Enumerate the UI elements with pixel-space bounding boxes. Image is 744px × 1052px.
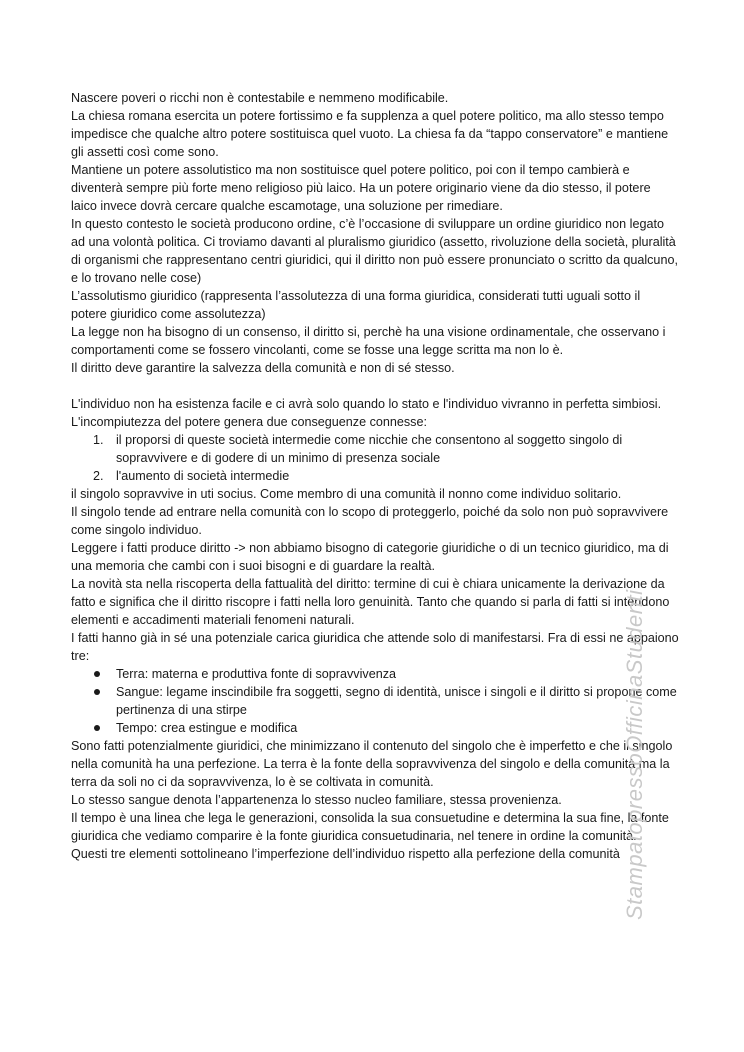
list-item [71, 683, 679, 719]
paragraph: Lo stesso sangue denota l’appartenenza lo stesso nucleo familiare, stessa provenienza. [71, 793, 562, 807]
list-item-text: il proporsi di queste società intermedie come nicchie che consentono al soggetto singolo di sopravvivere e di godere di un minimo di presenza sociale [116, 433, 623, 465]
bullet-list [71, 665, 679, 737]
paragraph: Il singolo tende ad entrare nella comunità con lo scopo di proteggerlo, poiché da solo non può sopravvivere come singolo individuo. [71, 505, 669, 537]
bullet-icon [94, 671, 100, 677]
numbered-list [71, 431, 679, 485]
list-item [71, 719, 679, 737]
paragraph: La novità sta nella riscoperta della fattualità del diritto: termine di cui è chiara unicamente la derivazione da fatto e significa che il diritto riscopre i fatti nella loro genuinità. Tanto che quando si parla di fatti si intendono elementi e accadimenti materiali fenomeni naturali. [71, 577, 670, 627]
list-item [71, 467, 679, 485]
list-item-text: Terra: materna e produttiva fonte di sopravvivenza [116, 667, 397, 681]
list-item [71, 665, 679, 683]
paragraph: L’assolutismo giuridico (rappresenta l’assolutezza di una forma giuridica, considerati tutti uguali sotto il potere giuridico come assolutezza) [71, 289, 641, 321]
list-number: 2. [93, 469, 104, 483]
paragraph: L'incompiutezza del potere genera due conseguenze connesse: [71, 415, 427, 429]
list-item [71, 431, 679, 467]
list-item-text: Tempo: crea estingue e modifica [116, 721, 298, 735]
blank-line [71, 377, 679, 395]
list-item-text: l'aumento di società intermedie [116, 469, 290, 483]
paragraph: Nascere poveri o ricchi non è contestabile e nemmeno modificabile. [71, 91, 449, 105]
paragraph: Sono fatti potenzialmente giuridici, che minimizzano il contenuto del singolo che è imperfetto e che il singolo nella comunità ha una perfezione. La terra è la fonte della sopravvivenza del singolo e della comunità ma la terra da soli no ci da sopravvivenza, lo è se coltivata in comunità. [71, 739, 673, 789]
list-item-text: Sangue: legame inscindibile fra soggetti, segno di identità, unisce i singoli e il diritto si propone come pertinenza di una stirpe [116, 685, 677, 717]
paragraph: La chiesa romana esercita un potere fortissimo e fa supplenza a quel potere politico, ma allo stesso tempo impedisce che qualche altro potere sostituisca quel vuoto. La chiesa fa da “tappo conservatore” e mantiene gli assetti così come sono. [71, 109, 669, 159]
paragraph: Il tempo è una linea che lega le generazioni, consolida la sua consuetudine e determina la sua fine, la fonte giuridica che vediamo comparire è la fonte giuridica consuetudinaria, nel tenere in ordine la comunità. [71, 811, 669, 843]
paragraph: I fatti hanno già in sé una potenziale carica giuridica che attende solo di manifestarsi. Fra di essi ne appaiono tre: [71, 631, 679, 663]
bullet-icon [94, 689, 100, 695]
paragraph: il singolo sopravvive in uti socius. Come membro di una comunità il nonno come individuo solitario. [71, 487, 622, 501]
document-page [71, 89, 679, 863]
watermark: StampatopressoOfficinaStudenti [622, 589, 647, 920]
paragraph: La legge non ha bisogno di un consenso, il diritto si, perchè ha una visione ordinamentale, che osservano i comportamenti come se fossero vincolanti, come se fosse una legge scritta ma non lo è. [71, 325, 666, 357]
paragraph: Il diritto deve garantire la salvezza della comunità e non di sé stesso. [71, 361, 455, 375]
paragraph: In questo contesto le società producono ordine, c’è l’occasione di sviluppare un ordine giuridico non legato ad una volontà politica. Ci troviamo davanti al pluralismo giuridico (assetto, rivoluzione della società, pluralità di organismi che rappresentano centri giuridici, qui il diritto non può essere pronunciato o scritto da qualcuno, e lo trovano nelle cose) [71, 217, 678, 285]
paragraph: Questi tre elementi sottolineano l’imperfezione dell’individuo rispetto alla perfezione della comunità [71, 847, 620, 861]
bullet-icon [94, 725, 100, 731]
list-number: 1. [93, 433, 104, 447]
paragraph: Mantiene un potere assolutistico ma non sostituisce quel potere politico, poi con il tempo cambierà e diventerà sempre più forte meno religioso più laico. Ha un potere originario viene da dio stesso, il potere laico invece dovrà cercare qualche escamotage, una soluzione per rimediare. [71, 163, 651, 213]
paragraph: Leggere i fatti produce diritto -> non abbiamo bisogno di categorie giuridiche o di un tecnico giuridico, ma di una memoria che cambi con i suoi bisogni e di guardare la realtà. [71, 541, 669, 573]
paragraph: L'individuo non ha esistenza facile e ci avrà solo quando lo stato e l'individuo vivranno in perfetta simbiosi. [71, 397, 662, 411]
